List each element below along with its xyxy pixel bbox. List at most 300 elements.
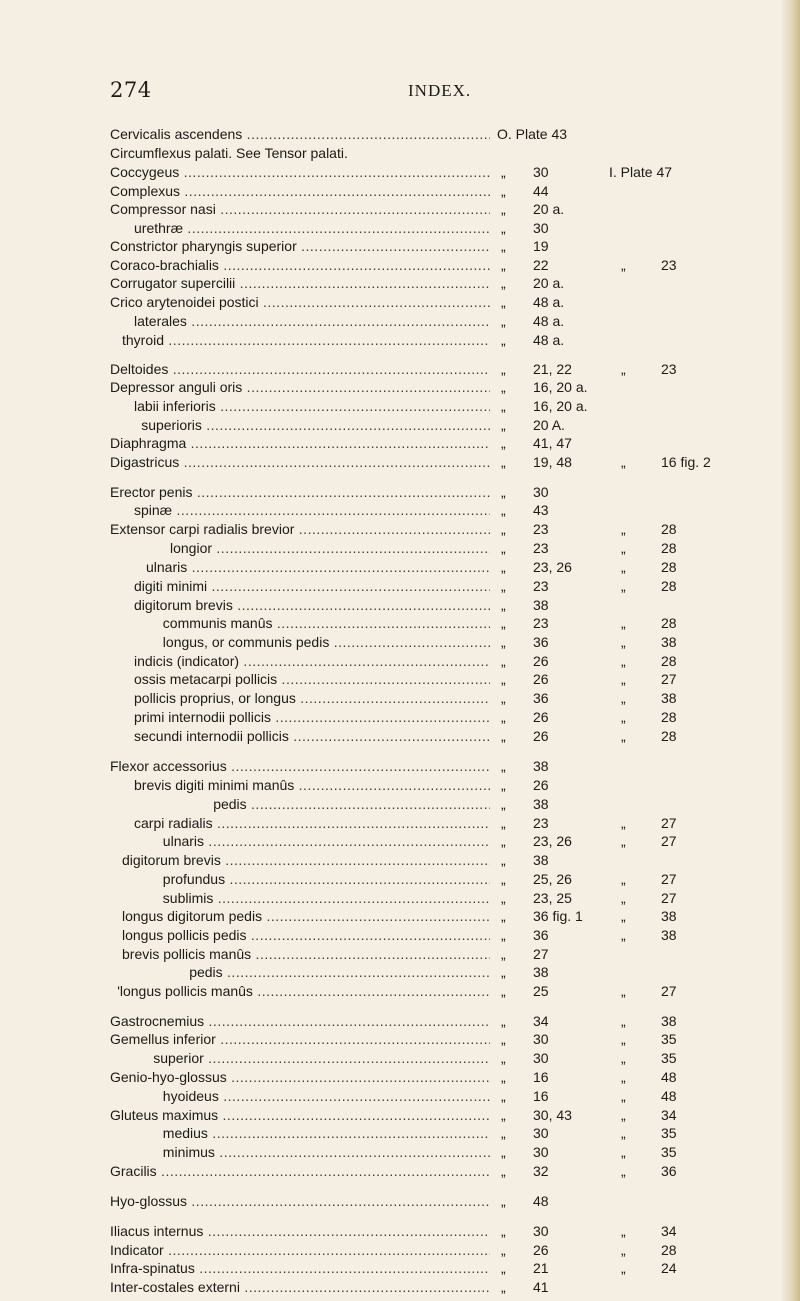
entry-plate-ref: 25	[533, 983, 549, 999]
entry-plate-ref: 26	[533, 709, 549, 725]
index-entry	[0, 361, 800, 378]
entry-plate-ref-2: 27	[661, 983, 677, 999]
ditto-mark: „	[621, 578, 626, 594]
entry-plate-ref-2: 48	[661, 1088, 677, 1104]
entry-plate-ref: 26	[533, 728, 549, 744]
ditto-mark: „	[621, 1013, 626, 1029]
entry-plate-ref: 22	[533, 257, 549, 273]
index-entry	[0, 484, 800, 501]
entry-name: urethræ .....	[134, 220, 490, 237]
ditto-mark: „	[501, 634, 506, 650]
index-entry	[0, 852, 800, 869]
ditto-mark: „	[501, 1050, 506, 1066]
ditto-mark: „	[501, 1013, 506, 1029]
entry-plate-ref-2: 35	[661, 1050, 677, 1066]
entry-name: Infra-spinatus .....	[110, 1260, 490, 1277]
ditto-mark: „	[621, 559, 626, 575]
ditto-mark: „	[621, 833, 626, 849]
entry-name: Extensor carpi radialis brevior .....	[110, 521, 490, 538]
entry-plate-ref: 38	[533, 796, 549, 812]
entry-plate-ref-2: 38	[661, 1013, 677, 1029]
entry-plate-ref-2: 28	[661, 540, 677, 556]
ditto-mark: „	[621, 890, 626, 906]
entry-name: indicis (indicator) .....	[134, 653, 490, 670]
entry-name: thyroid .....	[122, 332, 490, 349]
index-entry	[0, 502, 800, 519]
ditto-mark: „	[501, 777, 506, 793]
entry-plate-ref-2: 38	[661, 908, 677, 924]
entry-name: primi internodii pollicis .....	[134, 709, 490, 726]
index-entry	[0, 294, 800, 311]
entry-plate-ref-2: 28	[661, 653, 677, 669]
index-entry	[0, 435, 800, 452]
index-entry	[0, 615, 800, 632]
index-entry	[0, 1193, 800, 1210]
entry-name: Compressor nasi .....	[110, 201, 490, 218]
entry-plate-ref-2: 28	[661, 709, 677, 725]
entry-name: Gracilis .....	[110, 1163, 490, 1180]
index-entry	[0, 1223, 800, 1240]
entry-plate-ref: 30	[533, 1125, 549, 1141]
entry-name: minimus .....	[163, 1144, 490, 1161]
ditto-mark: „	[501, 796, 506, 812]
entry-name: superioris .....	[141, 417, 490, 434]
ditto-mark: „	[621, 709, 626, 725]
ditto-mark: „	[501, 709, 506, 725]
entry-name: pedis .....	[189, 964, 490, 981]
entry-plate-ref-2: 28	[661, 615, 677, 631]
entry-plate-ref: 30	[533, 220, 549, 236]
entry-plate-label: I. Plate 47	[609, 164, 673, 180]
index-entry	[0, 653, 800, 670]
ditto-mark: „	[501, 332, 506, 348]
entry-name: ulnaris .....	[146, 559, 490, 576]
entry-plate-ref: 30	[533, 1050, 549, 1066]
index-entry	[0, 671, 800, 688]
ditto-mark: „	[621, 1107, 626, 1123]
ditto-mark: „	[501, 294, 506, 310]
index-entry	[0, 379, 800, 396]
ditto-mark: „	[501, 521, 506, 537]
entry-plate-ref: 26	[533, 777, 549, 793]
entry-name: Constrictor pharyngis superior .....	[110, 238, 490, 255]
page-number: 274	[110, 78, 152, 102]
ditto-mark: „	[621, 983, 626, 999]
index-entry	[0, 578, 800, 595]
ditto-mark: „	[501, 164, 506, 180]
ditto-mark: „	[501, 1107, 506, 1123]
index-entry	[0, 398, 800, 415]
ditto-mark: „	[501, 257, 506, 273]
entry-plate-ref: 16	[533, 1088, 549, 1104]
ditto-mark: „	[501, 758, 506, 774]
ditto-mark: „	[501, 1088, 506, 1104]
index-entry	[0, 1031, 800, 1048]
running-head: INDEX.	[408, 81, 472, 100]
entry-plate-ref: 30	[533, 1223, 549, 1239]
ditto-mark: „	[621, 1031, 626, 1047]
entry-name: digitorum brevis .....	[122, 852, 490, 869]
entry-name: longus digitorum pedis .....	[122, 908, 490, 925]
entry-plate-ref-2: 27	[661, 890, 677, 906]
entry-plate-ref-2: 38	[661, 927, 677, 943]
entry-plate-ref: 23, 25	[533, 890, 572, 906]
entry-plate-ref: 20 A.	[533, 417, 565, 433]
ditto-mark: „	[501, 1279, 506, 1295]
entry-plate-ref-2: 27	[661, 833, 677, 849]
entry-plate-ref-2: 38	[661, 690, 677, 706]
ditto-mark: „	[621, 1069, 626, 1085]
entry-plate-ref-2: 28	[661, 1242, 677, 1258]
ditto-mark: „	[501, 833, 506, 849]
entry-plate-ref: 16, 20 a.	[533, 379, 588, 395]
ditto-mark: „	[501, 238, 506, 254]
ditto-mark: „	[501, 201, 506, 217]
entry-plate-ref: 26	[533, 671, 549, 687]
index-entry	[0, 201, 800, 218]
entry-plate-ref-2: 28	[661, 578, 677, 594]
entry-name: Deltoides .....	[110, 361, 490, 378]
entry-plate-ref: 21	[533, 1260, 549, 1276]
ditto-mark: „	[621, 361, 626, 377]
ditto-mark: „	[501, 671, 506, 687]
entry-name: longior .....	[170, 540, 490, 557]
entry-name: digiti minimi .....	[134, 578, 490, 595]
entry-plate-ref: 41, 47	[533, 435, 572, 451]
ditto-mark: „	[621, 1144, 626, 1160]
entry-name: Gastrocnemius .....	[110, 1013, 490, 1030]
ditto-mark: „	[621, 871, 626, 887]
entry-name: Iliacus internus .....	[110, 1223, 490, 1240]
entry-name: Gemellus inferior .....	[110, 1031, 490, 1048]
entry-plate-ref-2: 36	[661, 1163, 677, 1179]
entry-plate-ref: 36 fig. 1	[533, 908, 583, 924]
index-entry	[0, 417, 800, 434]
entry-plate-ref: 30	[533, 164, 549, 180]
entry-plate-ref: 43	[533, 502, 549, 518]
ditto-mark: „	[501, 1242, 506, 1258]
ditto-mark: „	[621, 653, 626, 669]
entry-plate-ref-2: 28	[661, 521, 677, 537]
index-entry	[0, 1163, 800, 1180]
index-entry	[0, 890, 800, 907]
entry-plate-ref: 36	[533, 634, 549, 650]
ditto-mark: „	[501, 361, 506, 377]
ditto-mark: „	[501, 1144, 506, 1160]
index-entry	[0, 164, 800, 181]
ditto-mark: „	[621, 257, 626, 273]
entry-plate-ref: 20 a.	[533, 275, 565, 291]
ditto-mark: „	[501, 815, 506, 831]
ditto-mark: „	[501, 183, 506, 199]
entry-name: Crico arytenoidei postici .....	[110, 294, 490, 311]
ditto-mark: „	[621, 908, 626, 924]
entry-name: ossis metacarpi pollicis .....	[134, 671, 490, 688]
index-entry	[0, 454, 800, 471]
entry-plate-ref: 38	[533, 964, 549, 980]
ditto-mark: „	[501, 852, 506, 868]
index-entry	[0, 540, 800, 557]
entry-plate-ref: 19	[533, 238, 549, 254]
ditto-mark: „	[621, 634, 626, 650]
index-entry	[0, 1088, 800, 1105]
ditto-mark: „	[501, 540, 506, 556]
index-entry	[0, 946, 800, 963]
ditto-mark: „	[621, 615, 626, 631]
entry-plate-ref-2: 48	[661, 1069, 677, 1085]
index-entry	[0, 983, 800, 1000]
entry-name: labii inferioris .....	[134, 398, 490, 415]
entry-name: Coccygeus .....	[110, 164, 490, 181]
entry-plate-ref-2: 34	[661, 1223, 677, 1239]
entry-plate-ref: 19, 48	[533, 454, 572, 470]
ditto-mark: „	[501, 1163, 506, 1179]
index-entry	[0, 690, 800, 707]
entry-name: pedis .....	[213, 796, 490, 813]
index-entry	[0, 815, 800, 832]
entry-plate-ref: 38	[533, 852, 549, 868]
entry-plate-ref: 26	[533, 653, 549, 669]
index-entry	[0, 1242, 800, 1259]
ditto-mark: „	[501, 653, 506, 669]
entry-plate-ref: 23	[533, 615, 549, 631]
ditto-mark: „	[501, 417, 506, 433]
index-entry	[0, 1279, 800, 1296]
entry-plate-ref: 30	[533, 1031, 549, 1047]
entry-plate-ref: 38	[533, 597, 549, 613]
index-entry	[0, 1125, 800, 1142]
entry-name: Cervicalis ascendens .....	[110, 126, 490, 143]
entry-plate-ref-2: 35	[661, 1125, 677, 1141]
index-entry	[0, 238, 800, 255]
entry-name: longus pollicis pedis .....	[122, 927, 490, 944]
entry-plate-ref-2: 16 fig. 2	[661, 454, 711, 470]
ditto-mark: „	[501, 379, 506, 395]
index-entry	[0, 1260, 800, 1277]
entry-plate-ref: 48 a.	[533, 294, 565, 310]
index-entry	[0, 758, 800, 775]
entry-name: ulnaris .....	[163, 833, 490, 850]
ditto-mark: „	[621, 540, 626, 556]
entry-name: brevis pollicis manûs .....	[122, 946, 490, 963]
entry-plate-ref: 36	[533, 927, 549, 943]
entry-plate-ref: 23, 26	[533, 559, 572, 575]
index-entry	[0, 257, 800, 274]
ditto-mark: „	[621, 927, 626, 943]
entry-plate-ref-2: 34	[661, 1107, 677, 1123]
index-entry	[0, 313, 800, 330]
entry-name: medius .....	[163, 1125, 490, 1142]
ditto-mark: „	[501, 615, 506, 631]
entry-name: 'longus pollicis manûs .....	[117, 983, 490, 1000]
entry-plate-ref: 23	[533, 540, 549, 556]
entry-plate-ref: 16	[533, 1069, 549, 1085]
ditto-mark: „	[501, 946, 506, 962]
entry-plate-ref: 41	[533, 1279, 549, 1295]
index-entry	[0, 220, 800, 237]
entry-plate-ref-2: 24	[661, 1260, 677, 1276]
entry-plate-ref: 30	[533, 484, 549, 500]
ditto-mark: „	[621, 521, 626, 537]
index-entry	[0, 597, 800, 614]
ditto-mark: „	[501, 1031, 506, 1047]
ditto-mark: „	[621, 1088, 626, 1104]
ditto-mark: „	[621, 671, 626, 687]
entry-plate-ref: 30	[533, 1144, 549, 1160]
entry-name: laterales .....	[134, 313, 490, 330]
entry-plate-ref: 44	[533, 183, 549, 199]
index-entry	[0, 777, 800, 794]
entry-plate-ref-2: 28	[661, 728, 677, 744]
entry-plate-ref: 48 a.	[533, 332, 565, 348]
entry-name: brevis digiti minimi manûs .....	[134, 777, 490, 794]
ditto-mark: „	[501, 1193, 506, 1209]
index-entry	[0, 183, 800, 200]
entry-name: communis manûs .....	[163, 615, 490, 632]
entry-name: spinæ .....	[134, 502, 490, 519]
entry-plate-ref-2: 27	[661, 815, 677, 831]
ditto-mark: „	[621, 1163, 626, 1179]
index-entry	[0, 1050, 800, 1067]
index-entry	[0, 964, 800, 981]
entry-plate-ref: 21, 22	[533, 361, 572, 377]
entry-plate-ref: 34	[533, 1013, 549, 1029]
ditto-mark: „	[621, 454, 626, 470]
ditto-mark: „	[621, 1223, 626, 1239]
index-entry	[0, 833, 800, 850]
ditto-mark: „	[621, 1260, 626, 1276]
ditto-mark: „	[501, 890, 506, 906]
ditto-mark: „	[501, 559, 506, 575]
entry-plate-ref-2: 35	[661, 1031, 677, 1047]
entry-plate-ref: 32	[533, 1163, 549, 1179]
ditto-mark: „	[501, 908, 506, 924]
index-entry	[0, 634, 800, 651]
entry-name: Flexor accessorius .....	[110, 758, 490, 775]
entry-plate-ref: 16, 20 a.	[533, 398, 588, 414]
entry-name: hyoideus .....	[163, 1088, 490, 1105]
entry-name: Diaphragma .....	[110, 435, 490, 452]
entry-plate-ref: 23	[533, 521, 549, 537]
ditto-mark: „	[501, 1223, 506, 1239]
entry-name: pollicis proprius, or longus .....	[134, 690, 490, 707]
entry-name: digitorum brevis .....	[134, 597, 490, 614]
ditto-mark: „	[501, 1260, 506, 1276]
entry-name: Indicator .....	[110, 1242, 490, 1259]
index-entry	[0, 796, 800, 813]
ditto-mark: „	[501, 1069, 506, 1085]
entry-plate-ref: 38	[533, 758, 549, 774]
ditto-mark: „	[621, 690, 626, 706]
entry-plate-ref: 48	[533, 1193, 549, 1209]
ditto-mark: „	[501, 398, 506, 414]
entry-name: Corrugator supercilii .....	[110, 275, 490, 292]
ditto-mark: „	[621, 1050, 626, 1066]
entry-plate-ref-2: 38	[661, 634, 677, 650]
ditto-mark: „	[501, 275, 506, 291]
entry-name: Circumflexus palati. See Tensor palati.	[110, 145, 348, 161]
entry-name: Digastricus .....	[110, 454, 490, 471]
ditto-mark: „	[501, 927, 506, 943]
entry-plate-ref-2: 28	[661, 559, 677, 575]
index-entry	[0, 521, 800, 538]
index-entry	[0, 728, 800, 745]
index-entry	[0, 1144, 800, 1161]
entry-name: secundi internodii pollicis .....	[134, 728, 490, 745]
entry-name: Genio-hyo-glossus .....	[110, 1069, 490, 1086]
entry-plate-prefix: O. Plate 43	[497, 126, 568, 142]
ditto-mark: „	[621, 1125, 626, 1141]
entry-plate-ref: 23	[533, 578, 549, 594]
entry-name: Erector penis .....	[110, 484, 490, 501]
ditto-mark: „	[501, 313, 506, 329]
entry-name: longus, or communis pedis .....	[163, 634, 490, 651]
entry-name: carpi radialis .....	[134, 815, 490, 832]
ditto-mark: „	[501, 435, 506, 451]
entry-plate-ref-2: 35	[661, 1144, 677, 1160]
index-entry	[0, 1013, 800, 1030]
index-entry	[0, 145, 800, 162]
ditto-mark: „	[501, 1125, 506, 1141]
index-entry	[0, 126, 800, 143]
ditto-mark: „	[501, 578, 506, 594]
entry-plate-ref: 48 a.	[533, 313, 565, 329]
index-entry	[0, 709, 800, 726]
entry-plate-ref: 23, 26	[533, 833, 572, 849]
index-entry	[0, 559, 800, 576]
ditto-mark: „	[501, 983, 506, 999]
entry-name: Hyo-glossus .....	[110, 1193, 490, 1210]
ditto-mark: „	[501, 597, 506, 613]
index-entry	[0, 1069, 800, 1086]
index-entry	[0, 927, 800, 944]
ditto-mark: „	[501, 454, 506, 470]
entry-name: profundus .....	[163, 871, 490, 888]
ditto-mark: „	[501, 964, 506, 980]
ditto-mark: „	[501, 871, 506, 887]
entry-name: Coraco-brachialis .....	[110, 257, 490, 274]
ditto-mark: „	[501, 728, 506, 744]
ditto-mark: „	[621, 815, 626, 831]
entry-plate-ref: 27	[533, 946, 549, 962]
page-header	[110, 78, 670, 108]
entry-plate-ref: 25, 26	[533, 871, 572, 887]
index-entry	[0, 275, 800, 292]
ditto-mark: „	[501, 220, 506, 236]
entry-name: Depressor anguli oris .....	[110, 379, 490, 396]
ditto-mark: „	[501, 484, 506, 500]
entry-plate-ref-2: 23	[661, 361, 677, 377]
index-entry	[0, 908, 800, 925]
entry-plate-ref: 20 a.	[533, 201, 565, 217]
ditto-mark: „	[501, 502, 506, 518]
entry-name: sublimis .....	[163, 890, 490, 907]
index-entry	[0, 871, 800, 888]
entry-name: Inter-costales externi .....	[110, 1279, 490, 1296]
entry-plate-ref: 30, 43	[533, 1107, 572, 1123]
entry-name: Gluteus maximus .....	[110, 1107, 490, 1124]
ditto-mark: „	[621, 728, 626, 744]
index-entry	[0, 1107, 800, 1124]
ditto-mark: „	[621, 1242, 626, 1258]
entry-plate-ref-2: 27	[661, 671, 677, 687]
entry-plate-ref: 36	[533, 690, 549, 706]
entry-name: Complexus .....	[110, 183, 490, 200]
entry-plate-ref-2: 23	[661, 257, 677, 273]
entry-name: superior .....	[153, 1050, 490, 1067]
entry-plate-ref-2: 27	[661, 871, 677, 887]
entry-plate-ref: 26	[533, 1242, 549, 1258]
